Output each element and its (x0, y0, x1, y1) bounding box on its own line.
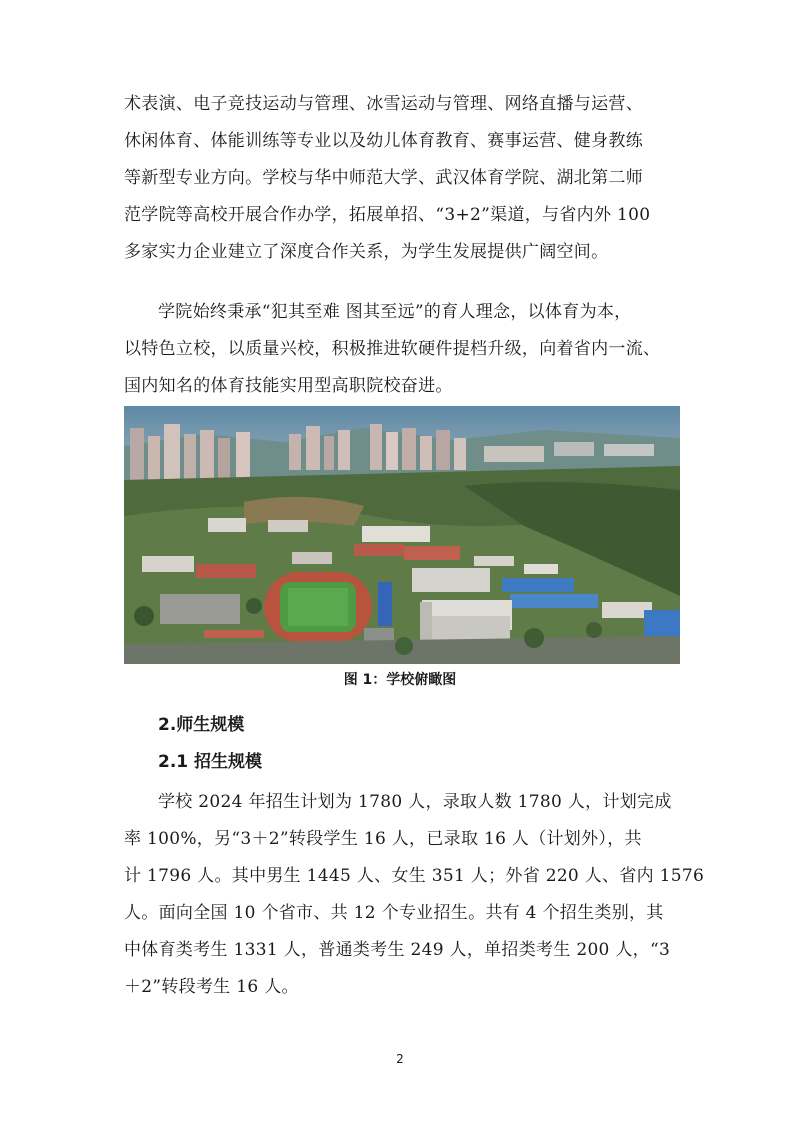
text-line: 范学院等高校开展合作办学，拓展单招、“3+2”渠道，与省内外 100 (124, 205, 651, 225)
aerial-illustration (124, 406, 680, 664)
paragraph-philosophy (124, 294, 680, 405)
text-line: 休闲体育、体能训练等专业以及幼儿体育教育、赛事运营、健身教练 (124, 131, 643, 151)
page-number: 2 (396, 1052, 404, 1066)
text-line: 学院始终秉承“犯其至难 图其至远”的育人理念，以体育为本， (158, 302, 632, 322)
text-line: 以特色立校，以质量兴校，积极推进软硬件提档升级，向着省内一流、 (124, 339, 661, 359)
campus-aerial-photo (124, 406, 680, 664)
subsection-heading: 2.1 招生规模 (158, 752, 263, 772)
text-line: 人。面向全国 10 个省市、共 12 个专业招生。共有 4 个招生类别，其 (124, 903, 664, 923)
text-line: 术表演、电子竞技运动与管理、冰雪运动与管理、网络直播与运营、 (124, 94, 643, 114)
text-line: 国内知名的体育技能实用型高职院校奋进。 (124, 376, 453, 396)
text-line: 学校 2024 年招生计划为 1780 人，录取人数 1780 人，计划完成 (158, 792, 672, 812)
text-line: 等新型专业方向。学校与华中师范大学、武汉体育学院、湖北第二师 (124, 168, 643, 188)
paragraph-enrollment (124, 784, 705, 1006)
text-line: ＋2”转段考生 16 人。 (124, 977, 299, 997)
text-line: 计 1796 人。其中男生 1445 人、女生 351 人；外省 220 人、省内 1576 (124, 866, 705, 886)
text-line: 率 100%，另“3＋2”转段学生 16 人，已录取 16 人（计划外），共 (124, 829, 642, 849)
figure-caption: 图 1：学校俯瞰图 (343, 672, 457, 688)
text-line: 多家实力企业建立了深度合作关系，为学生发展提供广阔空间。 (124, 242, 609, 262)
section-heading: 2.师生规模 (158, 715, 245, 735)
text-line: 中体育类考生 1331 人，普通类考生 249 人，单招类考生 200 人，“3 (124, 940, 671, 960)
paragraph-majors (124, 86, 680, 271)
